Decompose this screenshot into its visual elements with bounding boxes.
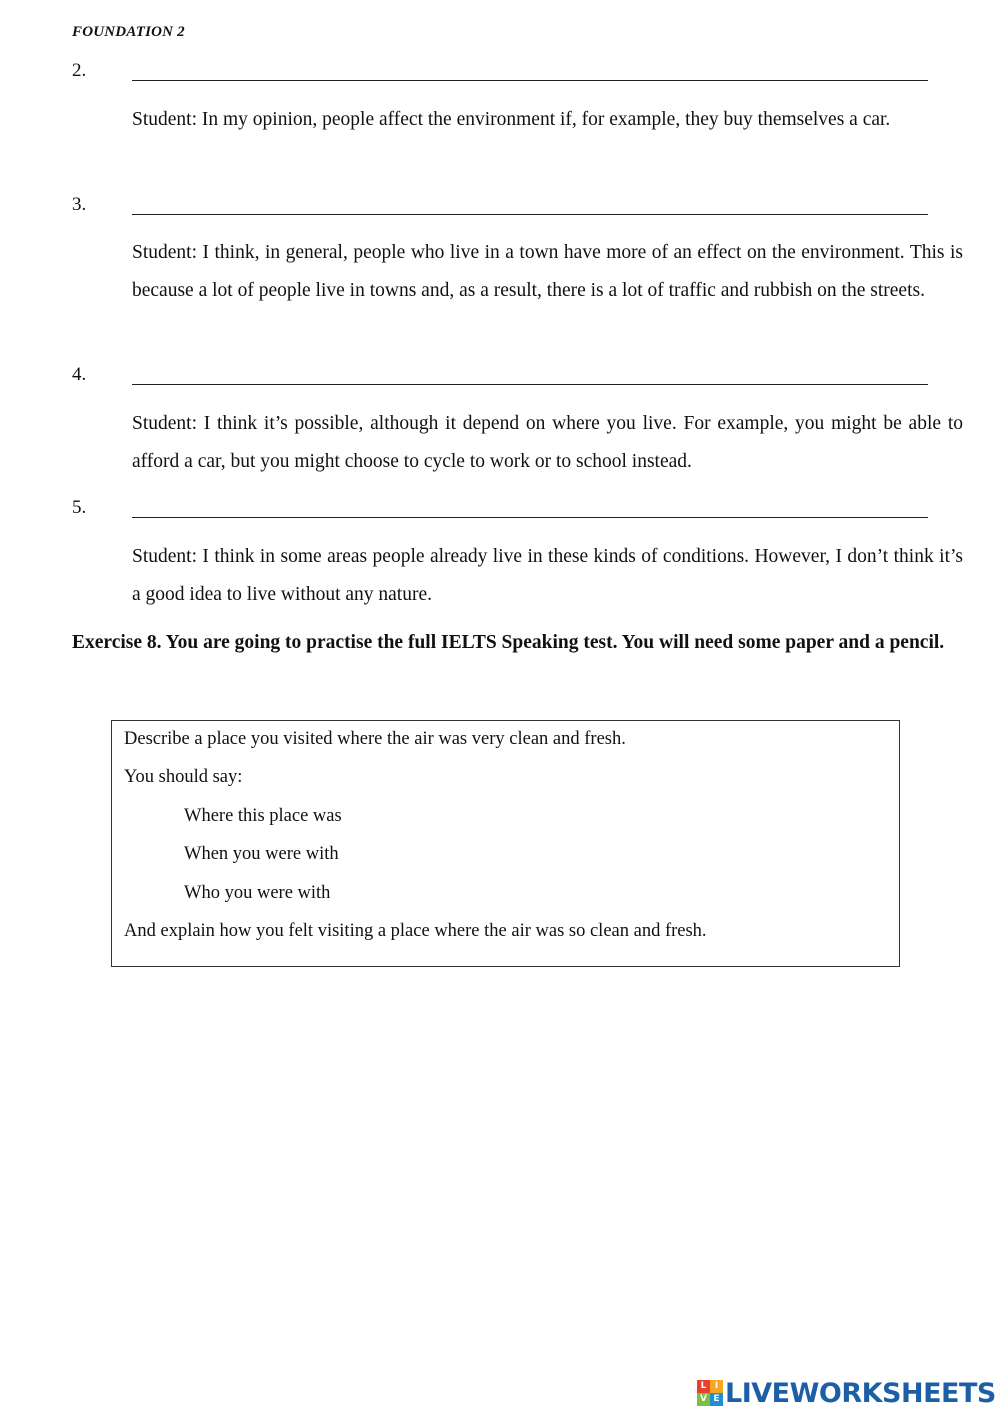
question-number: 3. xyxy=(72,194,87,215)
cue-card-closing: And explain how you felt visiting a place where the air was so clean and fresh. xyxy=(124,921,707,941)
cue-card-point: When you were with xyxy=(184,844,339,864)
answer-blank-line[interactable] xyxy=(132,80,928,81)
page-header: FOUNDATION 2 xyxy=(72,24,185,40)
cue-card-point: Where this place was xyxy=(184,806,342,826)
student-answer: Student: I think, in general, people who live in a town have more of an effect on the environment. This is because a lot of people live in towns and, as a result, there is a lot of traffic and rubbish on the streets. xyxy=(132,242,963,301)
student-answer: Student: I think in some areas people already live in these kinds of conditions. However, I don’t think it’s a good idea to live without any nature. xyxy=(132,546,963,605)
logo-tile: I xyxy=(710,1380,723,1393)
question-number: 2. xyxy=(72,60,87,81)
cue-card-point: Who you were with xyxy=(184,883,331,903)
answer-blank-line[interactable] xyxy=(132,517,928,518)
question-number: 5. xyxy=(72,497,87,518)
exercise-heading: Exercise 8. You are going to practise the full IELTS Speaking test. You will need some paper and a pencil. xyxy=(72,632,945,653)
logo-tile: E xyxy=(710,1393,723,1406)
question-number: 4. xyxy=(72,364,87,385)
student-answer: Student: I think it’s possible, although it depend on where you live. For example, you might be able to afford a car, but you might choose to cycle to work or to school instead. xyxy=(132,413,963,472)
logo-tile: L xyxy=(697,1380,710,1393)
liveworksheets-logo[interactable] xyxy=(697,1376,996,1410)
answer-blank-line[interactable] xyxy=(132,384,928,385)
cue-card-should-say: You should say: xyxy=(124,767,243,787)
cue-card xyxy=(111,720,900,967)
answer-blank-line[interactable] xyxy=(132,214,928,215)
logo-mark-icon xyxy=(697,1380,723,1406)
student-answer: Student: In my opinion, people affect the environment if, for example, they buy themselves a car. xyxy=(132,109,891,130)
cue-card-prompt: Describe a place you visited where the air was very clean and fresh. xyxy=(124,729,626,749)
logo-tile: V xyxy=(697,1393,710,1406)
logo-text: LIVEWORKSHEETS xyxy=(725,1377,996,1409)
